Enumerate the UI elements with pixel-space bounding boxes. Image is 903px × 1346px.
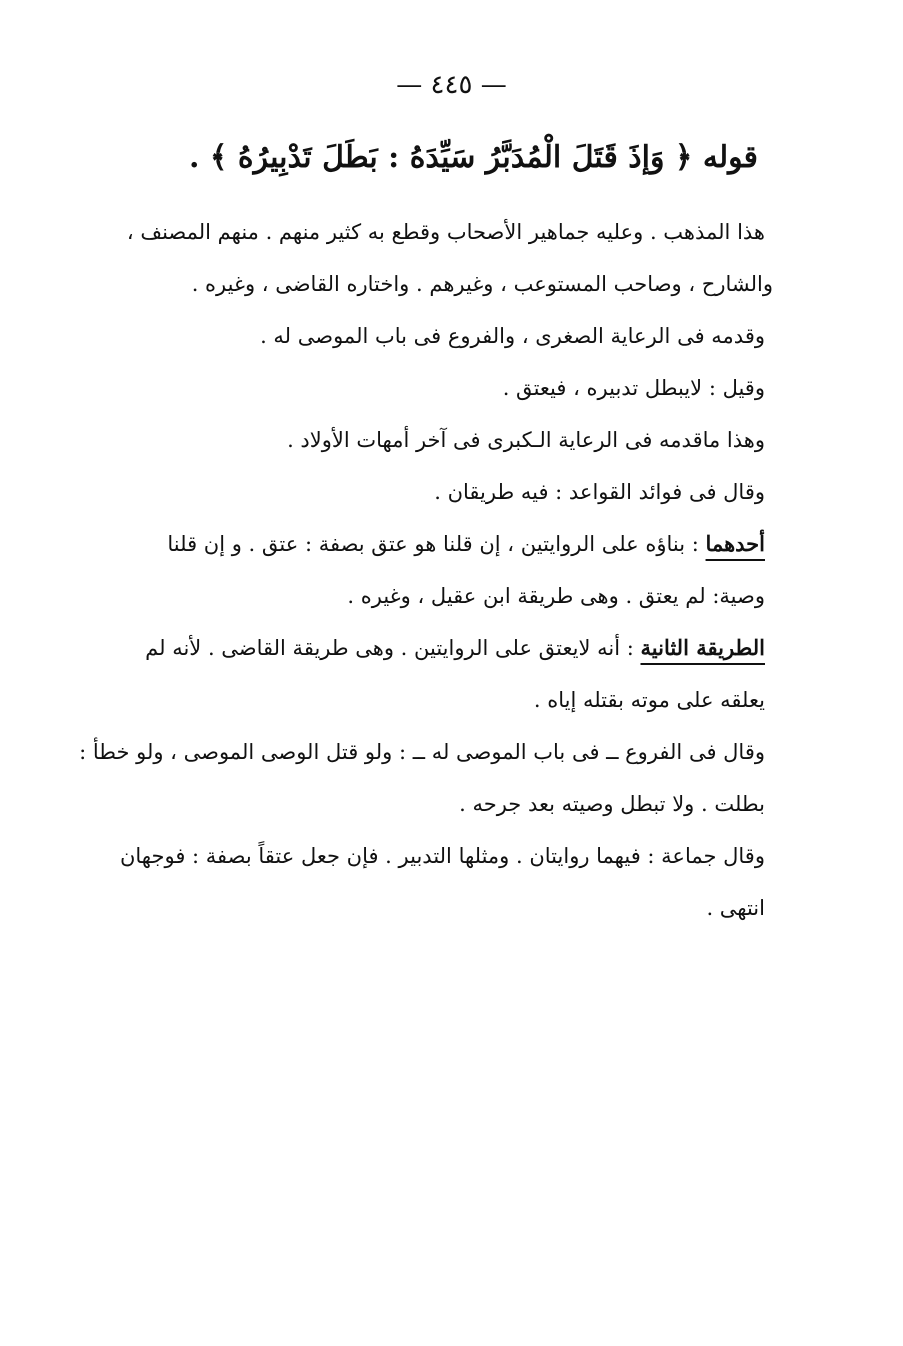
text-line: وقال فى فوائد القواعد : فيه طريقان . [434,480,765,504]
text-line: الطريقة الثانية : أنه لايعتق على الروايتين . وهى طريقة القاضى . لأنه لم [145,635,765,660]
text-line: وهذا ماقدمه فى الرعاية الـكبرى فى آخر أمهات الأولاد . [287,428,765,452]
text-line: وصية: لم يعتق . وهى طريقة ابن عقيل ، وغيره . [347,584,765,608]
text-line: يعلقه على موته بقتله إياه . [533,688,765,712]
text-line: وقال جماعة : فيهما روايتان . ومثلها التدبير . فإن جعل عتقاً بصفة : فوجهان [119,844,765,868]
text-line: وقال فى الفروع ــ فى باب الموصى له ــ : ولو قتل الوصى الموصى ، ولو خطأ : [79,740,765,764]
term-second-method: الطريقة الثانية [640,635,765,660]
text-line: وقيل : لايبطل تدبيره ، فيعتق . [502,376,765,400]
text-line: بطلت . ولا تبطل وصيته بعد جرحه . [459,792,765,816]
text-line: انتهى . [706,896,765,920]
term-first: أحدهما [705,531,765,556]
text-line: والشارح ، وصاحب المستوعب ، وغيرهم . واختاره القاضى ، وغيره . [191,272,773,296]
text-line: وقدمه فى الرعاية الصغرى ، والفروع فى باب الموصى له . [260,324,765,348]
text-line: هذا المذهب . وعليه جماهير الأصحاب وقطع به كثير منهم . منهم المصنف ، [126,220,765,244]
text-line: أحدهما : بناؤه على الروايتين ، إن قلنا هو عتق بصفة : عتق . و إن قلنا [167,531,765,556]
section-heading: قوله ﴿ وَإذَ قَتَلَ الْمُدَبَّرُ سَيِّدَهُ : بَطَلَ تَدْبِيرُهُ ﴾ . [188,140,758,175]
body-text [79,206,773,934]
page-number: — ٤٤٥ — [396,70,507,100]
